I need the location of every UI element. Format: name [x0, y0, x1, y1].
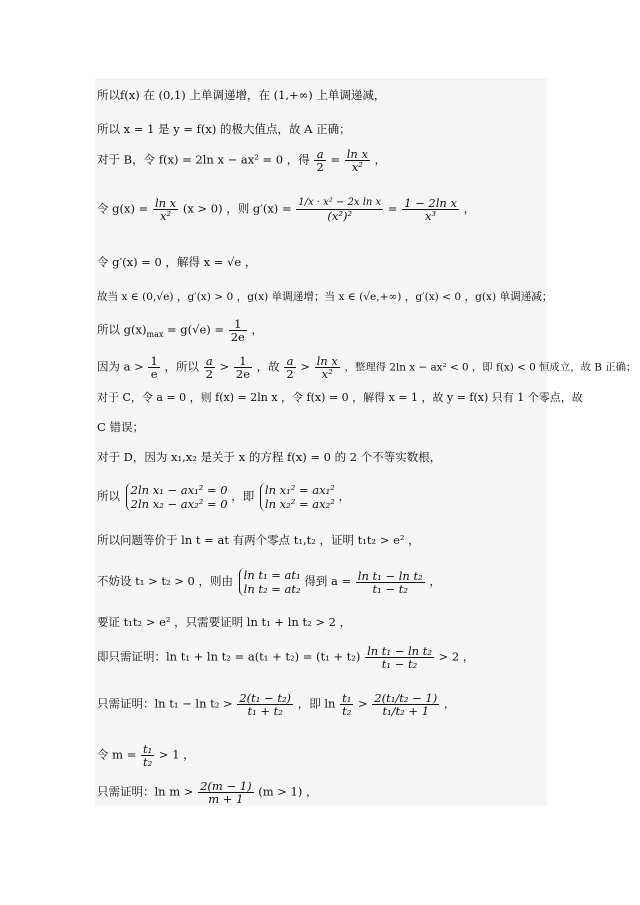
line-1: 所以f(x) 在 (0,1) 上单调递增，在 (1,+∞) 上单调递减，	[97, 88, 386, 102]
line-14: 不妨设 t₁ > t₂ > 0 ，则由 ln t₁ = at₁ ln t₂ = at₂ 得到 a = $\frac{\text{ln t₁ − ln t₂}}{\text{t₁ − t₂}}$ ，	[97, 568, 441, 596]
line-12: 所以 2ln x₁ − ax₁² = 0 2ln x₂ − ax₂² = 0 ，即 ln x₁² = ax₁² ln x₂² = ax₂² ，	[97, 483, 351, 511]
line-7: 所以 $g(x)_{max} = g(√e)$ = $\frac{1}{2e}$ ，	[97, 317, 264, 344]
fraction: $\frac{\text{ln t₁ − ln t₂}}{\text{t₁ − t₂}}$	[357, 568, 423, 596]
fraction: $\frac{\text{ln t₁ − ln t₂}}{\text{t₁ − t₂}}$	[367, 644, 432, 671]
line-9: 对于 C，令 a = 0 ，则 f(x) = 2ln x ，令 f(x) = 0 ，解得 x = 1 ，故 y = f(x) 只有 1 个零点，故	[97, 391, 583, 404]
line-11: 对于 D，因为 x₁,x₂ 是关于 x 的方程 f(x) = 0 的 2 个不等实数根，	[97, 450, 442, 464]
equation-system: 2ln x₁ − ax₁² = 0 2ln x₂ − ax₂² = 0	[126, 483, 228, 511]
line-18: 令 m = $\frac{\text{t₁}}{\text{t₂}}$ > 1 ，	[97, 742, 195, 769]
fraction: $\frac{2(m - 1)}{m + 1}$	[200, 779, 252, 806]
line-8: 因为 a > $\frac{1}{e}$ ，所以 $\frac{a}{2}$ > $\frac{1}{2e}$ ，故 $\frac{a}{2}$ > $\frac{\text{ln x}}{\text{x²}}$ ，整理得 2ln x − ax² < 0 ，即 f(x) < 0 恒成立，故 B 正确；	[97, 354, 637, 381]
line-6: 故当 x ∈ (0,√e) ，g′(x) > 0 ，g(x) 单调递增；当 x ∈ (√e,+∞) ，g′(x) < 0 ，g(x) 单调递减；	[97, 291, 553, 303]
line-13: 所以问题等价于 ln t = at 有两个零点 t₁,t₂ ，证明 t₁t₂ > e² ，	[97, 533, 420, 547]
fraction: $\frac{\text{1/x · x² − 2x ln x}}{\text{(x²)²}}$	[298, 197, 382, 223]
fraction: $\frac{\text{2(t₁ − t₂)}}{\text{t₁ + t₂}}$	[239, 691, 292, 718]
line-3: 对于 B，令 f(x) = 2ln x − ax² = 0 ，得 $\frac{a}{2}$ = $\frac{\text{ln x}}{\text{x²}}$ ，	[97, 147, 387, 174]
line-15: 要证 t₁t₂ > e² ，只需要证明 ln t₁ + ln t₂ > 2 ，	[97, 615, 352, 629]
line-10: C 错误；	[97, 420, 144, 434]
fraction: $\frac{1}{2e}$	[235, 354, 251, 381]
fraction: $\frac{1}{2e}$	[230, 317, 245, 344]
line-16: 即只需证明：ln t₁ + ln t₂ = a(t₁ + t₂) = (t₁ + t₂) $\frac{\text{ln t₁ − ln t₂}}{\text{t₁ − t₂}}$ > 2 ，	[97, 644, 475, 671]
equation-system: ln t₁ = at₁ ln t₂ = at₂	[239, 568, 301, 596]
fraction: $\frac{\text{t₁}}{\text{t₂}}$	[143, 742, 153, 769]
line-19: 只需证明：ln m > $\frac{2(m - 1)}{m + 1}$ (m > 1) ，	[97, 779, 318, 806]
line-4: 令 g(x) = $\frac{\text{ln x}}{\text{x²}}$ (x > 0) ，则 g′(x) = $\frac{\text{1/x · x² − 2x ln x}}{\text{(x²)²}}$ = $\frac{\text{1 − 2ln x}}{\text{x³}}$ ，	[97, 196, 476, 223]
fraction: $\frac{\text{ln x}}{\text{x²}}$	[316, 354, 338, 381]
line-2: 所以 x = 1 是 y = f(x) 的极大值点，故 A 正确；	[97, 122, 351, 136]
fraction: $\frac{\text{ln x}}{\text{x²}}$	[154, 196, 177, 223]
fraction: $\frac{1}{e}$	[150, 354, 158, 381]
fraction: $\frac{a}{2}$	[316, 147, 324, 174]
line-5: 令 g′(x) = 0 ，解得 x = √e ，	[97, 255, 257, 269]
fraction: $\frac{\text{ln x}}{\text{x²}}$	[346, 147, 368, 174]
equation-system: ln x₁² = ax₁² ln x₂² = ax₂²	[260, 483, 335, 511]
line-17: 只需证明：ln t₁ − ln t₂ > $\frac{\text{2(t₁ − t₂)}}{\text{t₁ + t₂}}$ ，即 ln $\frac{\text{t₁}}{\text{t₂}}$ > $\frac{\text{2(t₁/t₂ − 1)}}{\text{t₁/t₂ + 1}}$ ，	[97, 691, 456, 718]
fraction: $\frac{a}{2}$	[286, 354, 294, 381]
fraction: $\frac{a}{2}$	[205, 354, 213, 381]
fraction: $\frac{\text{t₁}}{\text{t₂}}$	[342, 691, 352, 718]
fraction: $\frac{\text{1 − 2ln x}}{\text{x³}}$	[404, 196, 457, 223]
fraction: $\frac{\text{2(t₁/t₂ − 1)}}{\text{t₁/t₂ + 1}}$	[374, 691, 438, 718]
